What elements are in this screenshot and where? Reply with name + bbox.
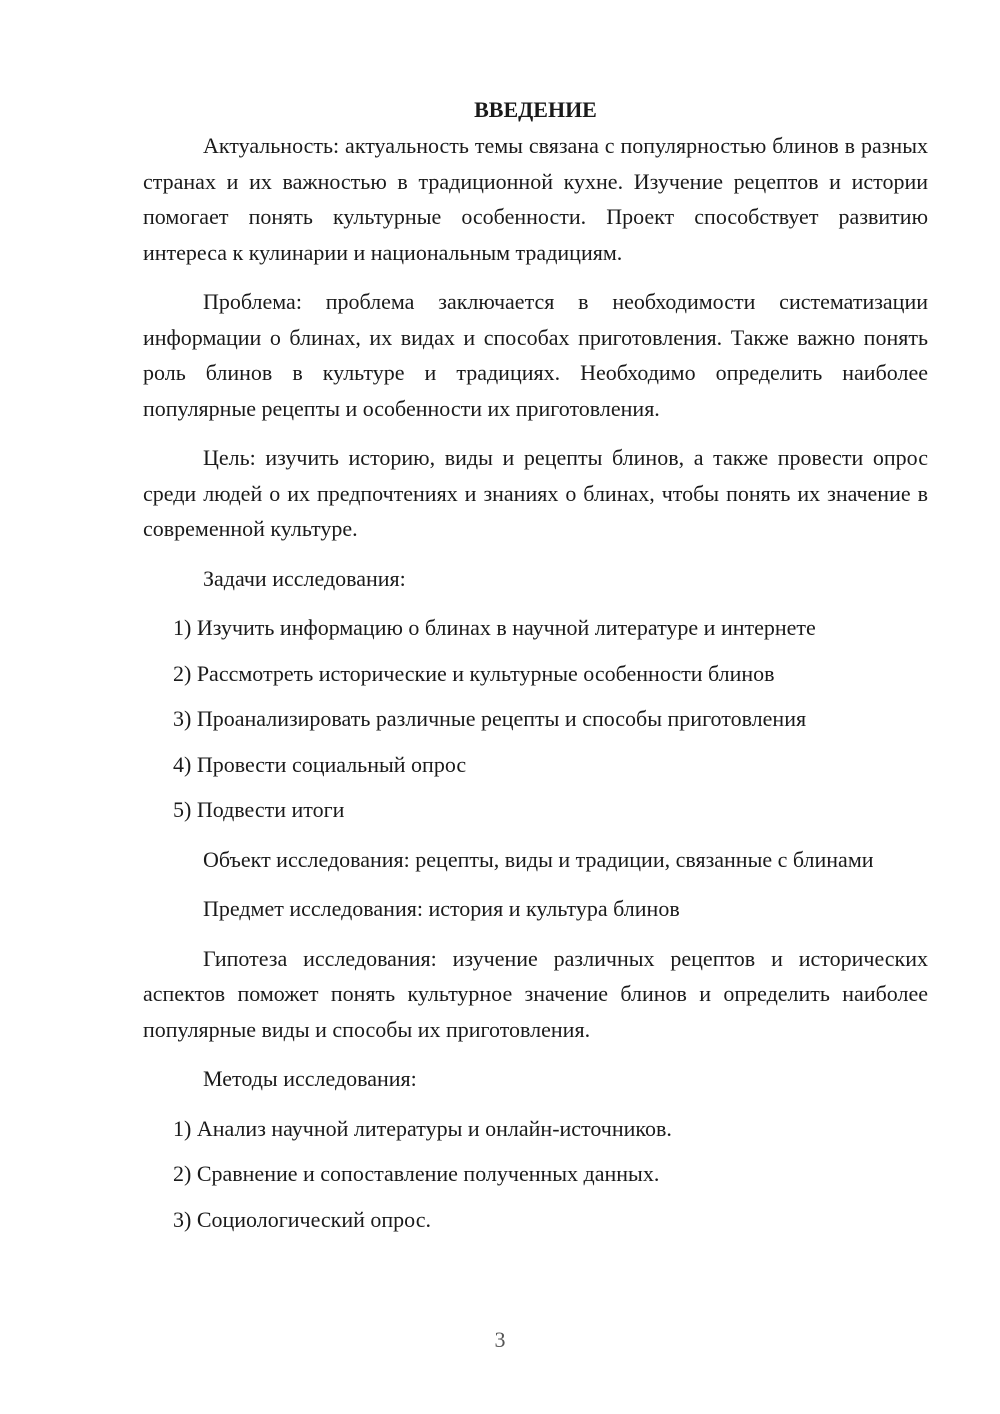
methods-heading: Методы исследования: [203, 1066, 417, 1091]
goal-paragraph: Цель: изучить историю, виды и рецепты блинов, а также провести опрос среди людей о их предпочтениях и знаниях о блинах, чтобы понять их значение в современной культуре. [143, 445, 928, 541]
page-number: 3 [494, 1327, 506, 1352]
problem-paragraph: Проблема: проблема заключается в необходимости систематизации информации о блинах, их видах и способах приготовления. Также важно понять роль блинов в культуре и традициях. Необходимо определить наиболее популярные рецепты и особенности их приготовления. [143, 289, 928, 421]
list-item: 1) Изучить информацию о блинах в научной литературе и интернете [173, 615, 816, 640]
tasks-list [143, 610, 928, 828]
document-page [143, 92, 928, 1247]
list-item: 2) Сравнение и сопоставление полученных данных. [173, 1161, 660, 1186]
object-paragraph: Объект исследования: рецепты, виды и традиции, связанные с блинами [203, 846, 874, 872]
section-title: ВВЕДЕНИЕ [474, 97, 597, 122]
relevance-paragraph: Актуальность: актуальность темы связана с популярностью блинов в разных странах и их важностью в традиционной кухне. Изучение рецептов и истории помогает понять культурные особенности. Проект способствует развитию интереса к кулинарии и национальным традициям. [143, 133, 928, 265]
list-item: 1) Анализ научной литературы и онлайн-источников. [173, 1115, 672, 1141]
subject-paragraph: Предмет исследования: история и культура блинов [203, 896, 680, 921]
list-item: 4) Провести социальный опрос [173, 751, 467, 777]
list-item: 5) Подвести итоги [173, 797, 345, 822]
list-item: 3) Социологический опрос. [173, 1206, 431, 1232]
methods-list [143, 1111, 928, 1238]
list-item: 2) Рассмотреть исторические и культурные особенности блинов [173, 660, 775, 686]
tasks-heading: Задачи исследования: [203, 565, 406, 591]
list-item: 3) Проанализировать различные рецепты и способы приготовления [173, 706, 807, 731]
hypothesis-paragraph: Гипотеза исследования: изучение различных рецептов и исторических аспектов поможет понять культурное значение блинов и определить наиболее популярные виды и способы их приготовления. [143, 945, 928, 1042]
